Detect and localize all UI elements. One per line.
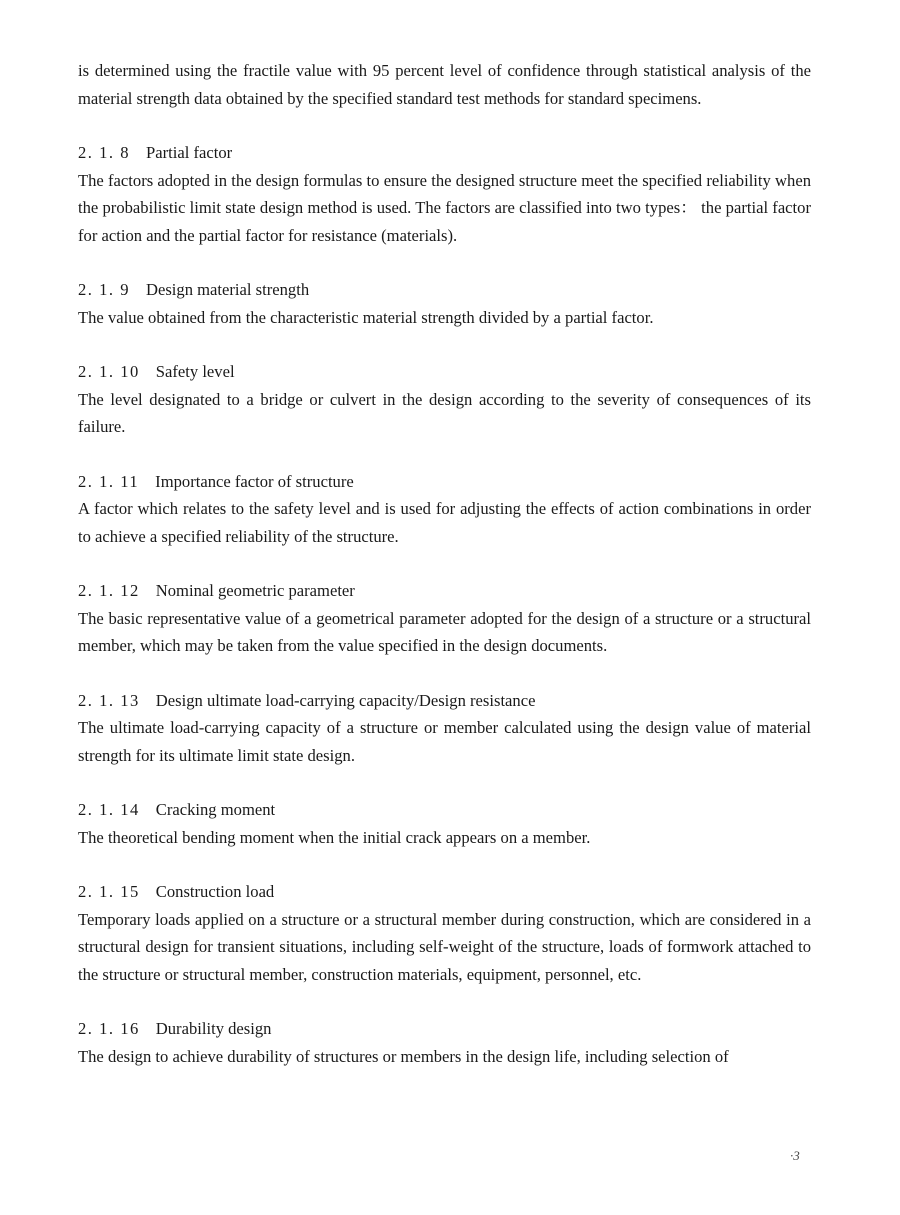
section-body: The theoretical bending moment when the initial crack appears on a member. (78, 827, 591, 847)
section-number: 2. 1. 15 (78, 882, 140, 901)
section-body: The design to achieve durability of structures or members in the design life, including selection of (78, 1046, 729, 1066)
section-heading (78, 687, 811, 715)
section-body: The level designated to a bridge or culvert in the design according to the severity of consequences of its failure. (78, 389, 811, 436)
section-title: Nominal geometric parameter (155, 581, 355, 600)
section-heading (78, 276, 811, 304)
section-2-1-12 (78, 577, 811, 660)
section-number: 2. 1. 10 (78, 362, 140, 381)
section-title: Cracking moment (155, 800, 276, 819)
section-body: Temporary loads applied on a structure or a structural member during construction, which are considered in a structural design for transient situations, including self-weight of the structure, loads of formwork attached to the structure or structural member, construction materials, equipment, personnel, etc. (78, 909, 811, 984)
section-2-1-15 (78, 878, 811, 988)
section-body: The ultimate load-carrying capacity of a structure or member calculated using the design value of material strength for its ultimate limit state design. (78, 718, 811, 765)
section-2-1-16 (78, 1015, 811, 1070)
section-number: 2. 1. 11 (78, 471, 140, 491)
section-title: Design ultimate load-carrying capacity/Design resistance (155, 690, 536, 710)
section-title: Partial factor (145, 143, 233, 162)
section-title: Importance factor of structure (155, 471, 354, 491)
section-number: 2. 1. 12 (78, 581, 140, 600)
section-heading (78, 139, 811, 167)
section-heading (78, 358, 811, 386)
section-heading (78, 468, 811, 496)
section-body: The basic representative value of a geometrical parameter adopted for the design of a structure or a structural member, which may be taken from the value specified in the design documents. (78, 608, 811, 655)
section-body: The factors adopted in the design formulas to ensure the designed structure meet the specified reliability when the probabilistic limit state design method is used. The factors are classified into two types： the partial factor for action and the partial factor for resistance (materials). (78, 170, 811, 245)
section-body: A factor which relates to the safety level and is used for adjusting the effects of action combinations in order to achieve a specified reliability of the structure. (78, 499, 811, 546)
page-number: ·3 (790, 1148, 800, 1163)
section-heading (78, 796, 811, 824)
section-2-1-10 (78, 358, 811, 441)
section-2-1-8 (78, 139, 811, 249)
section-number: 2. 1. 8 (78, 143, 130, 162)
section-2-1-11 (78, 468, 811, 551)
section-heading (78, 1015, 811, 1043)
section-body: The value obtained from the characteristic material strength divided by a partial factor. (78, 307, 654, 327)
section-number: 2. 1. 13 (78, 690, 140, 710)
document-page (78, 57, 811, 1070)
section-number: 2. 1. 14 (78, 800, 140, 819)
section-number: 2. 1. 16 (78, 1019, 140, 1038)
section-2-1-9 (78, 276, 811, 331)
section-title: Safety level (155, 362, 235, 381)
section-2-1-14 (78, 796, 811, 851)
section-heading (78, 878, 811, 906)
section-title: Durability design (155, 1019, 272, 1038)
section-2-1-13 (78, 687, 811, 770)
section-number: 2. 1. 9 (78, 280, 130, 299)
intro-paragraph: is determined using the fractile value with 95 percent level of confidence through statistical analysis of the material strength data obtained by the specified standard test methods for standard specimens. (78, 61, 811, 108)
section-title: Construction load (155, 882, 275, 901)
section-title: Design material strength (145, 280, 310, 299)
section-heading (78, 577, 811, 605)
